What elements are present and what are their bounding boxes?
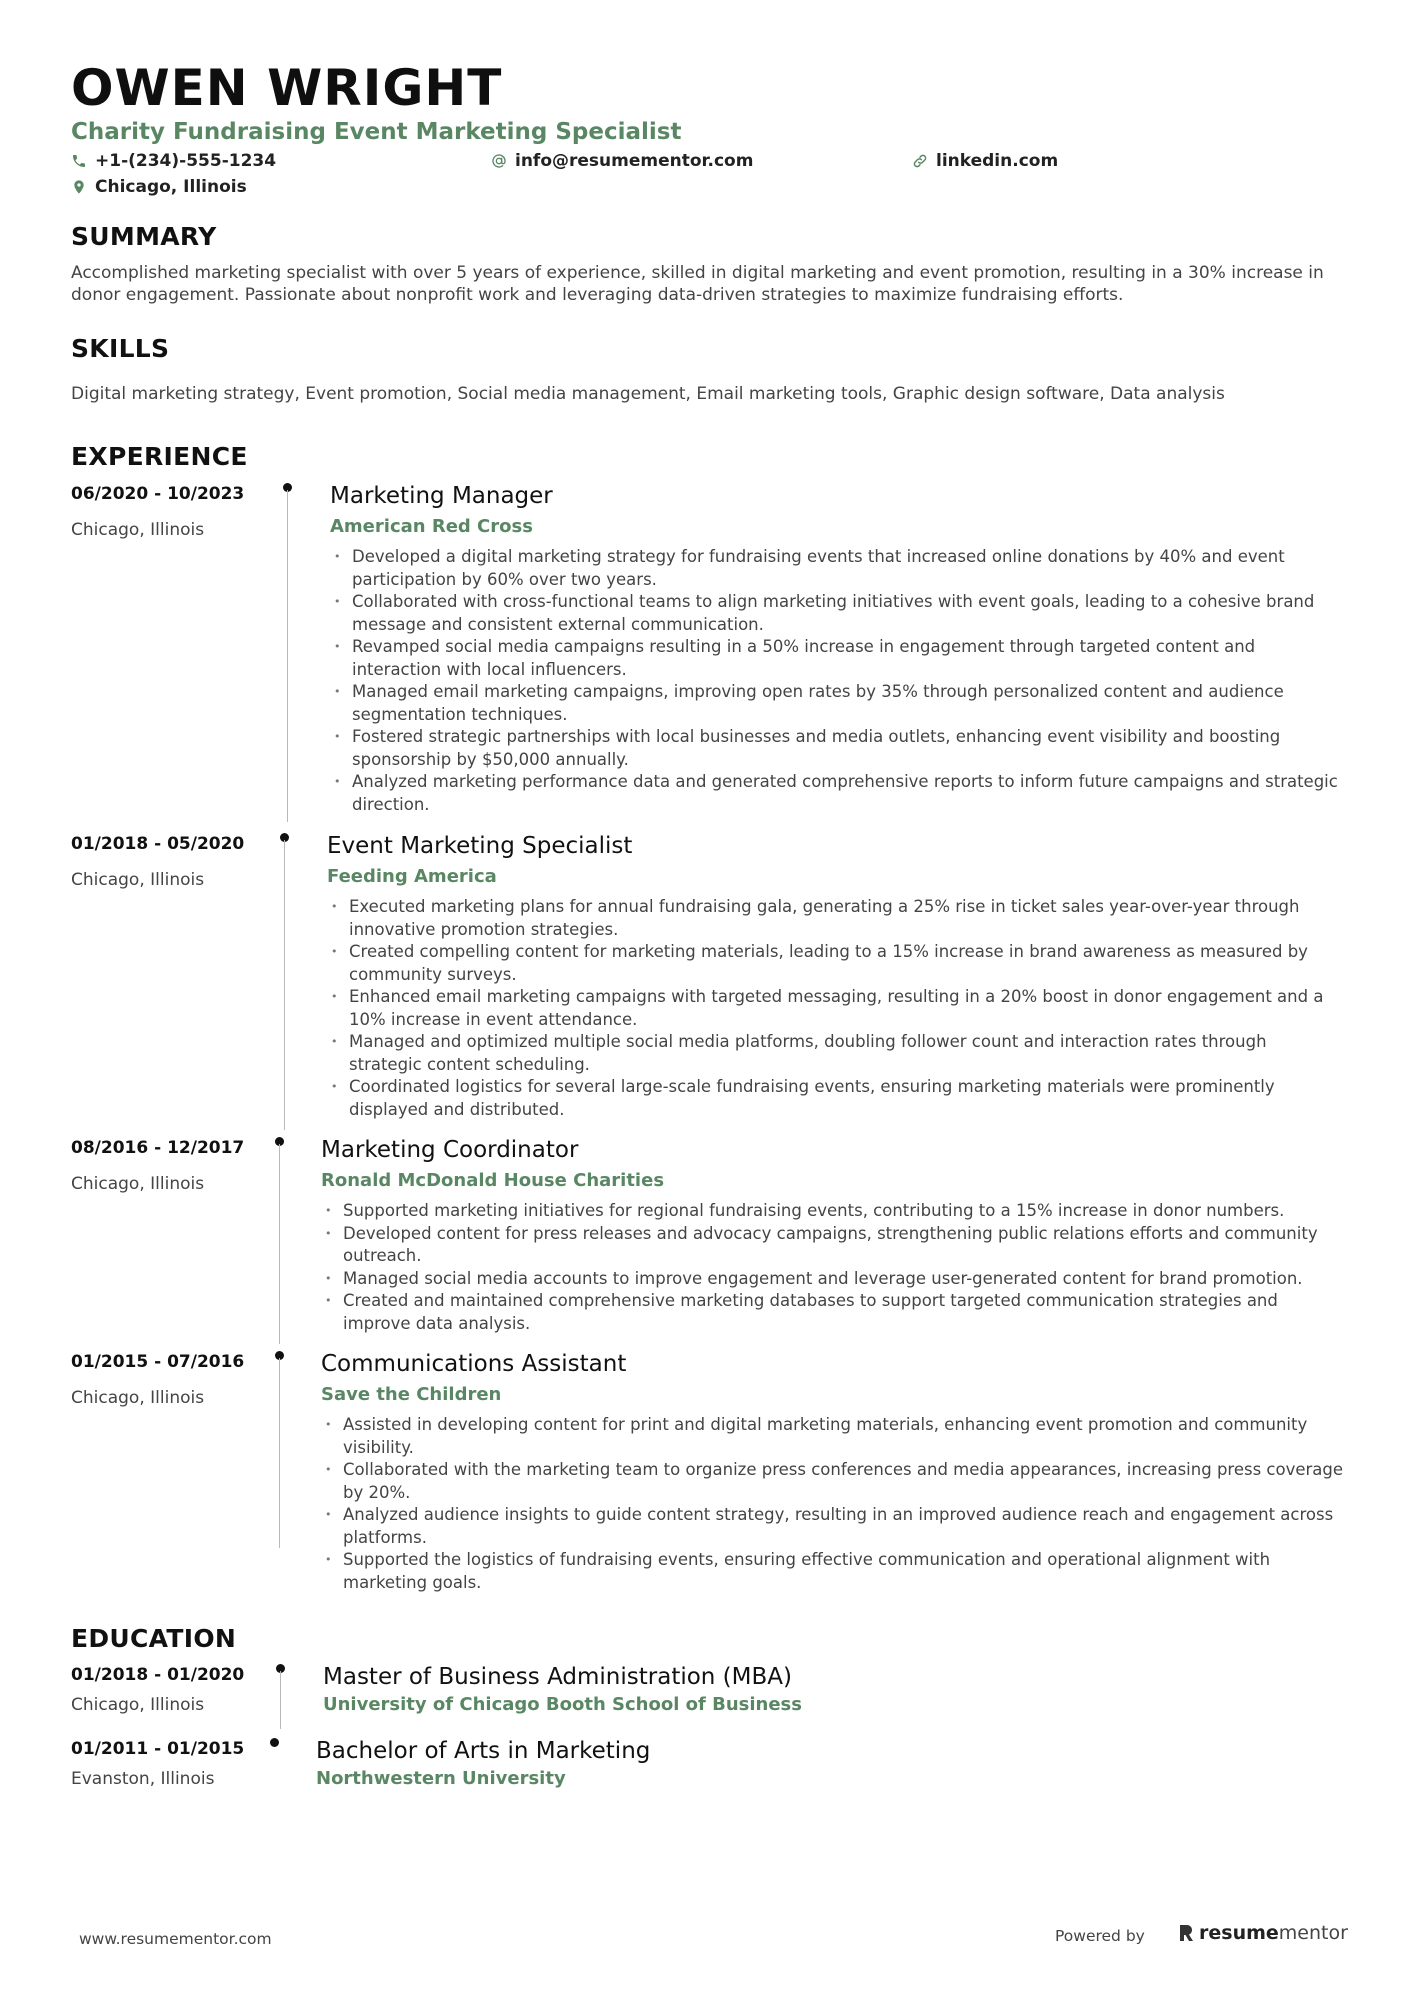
job-bullets (330, 546, 1340, 816)
bullet-item: • Managed social media accounts to improve engagement and leverage user-generated content for brand promotion. (321, 1268, 1346, 1291)
job-dates: 01/2018 - 05/2020 (71, 834, 245, 854)
education-degree: Bachelor of Arts in Marketing (316, 1738, 651, 1764)
bullet-item: • Fostered strategic partnerships with local businesses and media outlets, enhancing event visibility and boosting sponsorship by $50,000 annually. (330, 726, 1340, 771)
education-degree: Master of Business Administration (MBA) (323, 1664, 792, 1690)
education-location: Evanston, Illinois (71, 1769, 215, 1789)
powered-by-label: Powered by (1055, 1927, 1145, 1945)
bullet-item: • Managed and optimized multiple social media platforms, doubling follower count and interaction rates through strategic content scheduling. (327, 1031, 1342, 1076)
bullet-item: • Created and maintained comprehensive marketing databases to support targeted communication strategies and improve data analysis. (321, 1290, 1346, 1335)
job-bullets (321, 1200, 1346, 1335)
candidate-title: Charity Fundraising Event Marketing Specialist (71, 119, 682, 145)
location-text: Chicago, Illinois (95, 177, 247, 197)
job-dates: 01/2015 - 07/2016 (71, 1352, 245, 1372)
job-bullets (327, 896, 1342, 1121)
timeline-line (287, 490, 288, 822)
job-role: Marketing Coordinator (321, 1137, 579, 1163)
skills-text: Digital marketing strategy, Event promotion, Social media management, Email marketing tools, Graphic design software, Data analysis (71, 384, 1225, 404)
contact-email (491, 150, 753, 172)
bullet-item: • Supported marketing initiatives for regional fundraising events, contributing to a 15% increase in donor numbers. (321, 1200, 1346, 1223)
brand-name-light: mentor (1278, 1922, 1348, 1944)
brand-mark-icon (1178, 1923, 1195, 1943)
phone-icon (71, 153, 87, 169)
job-location: Chicago, Illinois (71, 1174, 205, 1194)
timeline-line (280, 1671, 281, 1729)
bullet-item: • Developed content for press releases and advocacy campaigns, strengthening public relations efforts and community outreach. (321, 1223, 1346, 1268)
contact-phone (71, 150, 276, 172)
job-dates: 06/2020 - 10/2023 (71, 484, 245, 504)
summary-heading: SUMMARY (71, 222, 217, 251)
job-role: Event Marketing Specialist (327, 833, 633, 859)
bullet-item: • Collaborated with cross-functional teams to align marketing initiatives with event goals, leading to a cohesive brand message and consistent external communication. (330, 591, 1340, 636)
bullet-item: • Revamped social media campaigns resulting in a 50% increase in engagement through targeted content and interaction with local influencers. (330, 636, 1340, 681)
timeline-line (279, 1358, 280, 1548)
timeline-line (279, 1144, 280, 1344)
timeline-line (284, 840, 285, 1130)
job-location: Chicago, Illinois (71, 1388, 205, 1408)
bullet-item: • Enhanced email marketing campaigns with targeted messaging, resulting in a 20% boost in donor engagement and a 10% increase in event attendance. (327, 986, 1342, 1031)
education-school: Northwestern University (316, 1768, 566, 1789)
location-pin-icon (71, 179, 87, 195)
job-location: Chicago, Illinois (71, 870, 205, 890)
education-dates: 01/2018 - 01/2020 (71, 1665, 245, 1685)
experience-heading: EXPERIENCE (71, 442, 248, 471)
brand-logo[interactable] (1178, 1921, 1348, 1945)
job-bullets (321, 1414, 1346, 1594)
bullet-item: • Executed marketing plans for annual fundraising gala, generating a 25% rise in ticket sales year-over-year through innovative promotion strategies. (327, 896, 1342, 941)
job-location: Chicago, Illinois (71, 520, 205, 540)
footer-website-link[interactable]: www.resumementor.com (79, 1930, 272, 1948)
bullet-item: • Coordinated logistics for several large-scale fundraising events, ensuring marketing materials were prominently displayed and distributed. (327, 1076, 1342, 1121)
brand-name-bold: resume (1199, 1922, 1279, 1944)
job-organization: Ronald McDonald House Charities (321, 1170, 665, 1191)
job-organization: American Red Cross (330, 516, 533, 537)
phone-text: +1-(234)-555-1234 (95, 151, 277, 171)
education-heading: EDUCATION (71, 1624, 237, 1653)
summary-text: Accomplished marketing specialist with over 5 years of experience, skilled in digital marketing and event promotion, resulting in a 30% increase in donor engagement. Passionate about nonprofit work and leveraging data-driven strategies to maximize fundraising efforts. (71, 263, 1324, 305)
bullet-item: • Developed a digital marketing strategy for fundraising events that increased online donations by 40% and event participation by 60% over two years. (330, 546, 1340, 591)
bullet-item: • Supported the logistics of fundraising events, ensuring effective communication and operational alignment with marketing goals. (321, 1549, 1346, 1594)
linkedin-link[interactable]: linkedin.com (936, 151, 1059, 171)
job-role: Communications Assistant (321, 1351, 627, 1377)
email-link[interactable]: info@resumementor.com (515, 151, 754, 171)
job-dates: 08/2016 - 12/2017 (71, 1138, 245, 1158)
education-school: University of Chicago Booth School of Business (323, 1694, 802, 1715)
link-icon (912, 153, 928, 169)
contact-location (71, 176, 247, 198)
candidate-name: OWEN WRIGHT (71, 59, 503, 117)
contact-linkedin (912, 150, 1058, 172)
bullet-item: • Created compelling content for marketing materials, leading to a 15% increase in brand awareness as measured by community surveys. (327, 941, 1342, 986)
education-dates: 01/2011 - 01/2015 (71, 1739, 245, 1759)
job-role: Marketing Manager (330, 483, 553, 509)
bullet-item: • Assisted in developing content for print and digital marketing materials, enhancing event promotion and community visibility. (321, 1414, 1346, 1459)
bullet-item: • Analyzed marketing performance data and generated comprehensive reports to inform future campaigns and strategic direction. (330, 771, 1340, 816)
timeline-dot (270, 1738, 279, 1747)
job-organization: Feeding America (327, 866, 497, 887)
bullet-item: • Managed email marketing campaigns, improving open rates by 35% through personalized content and audience segmentation techniques. (330, 681, 1340, 726)
bullet-item: • Collaborated with the marketing team to organize press conferences and media appearances, increasing press coverage by 20%. (321, 1459, 1346, 1504)
skills-heading: SKILLS (71, 334, 170, 363)
education-location: Chicago, Illinois (71, 1695, 205, 1715)
job-organization: Save the Children (321, 1384, 502, 1405)
at-sign-icon (491, 153, 507, 169)
bullet-item: • Analyzed audience insights to guide content strategy, resulting in an improved audience reach and engagement across platforms. (321, 1504, 1346, 1549)
